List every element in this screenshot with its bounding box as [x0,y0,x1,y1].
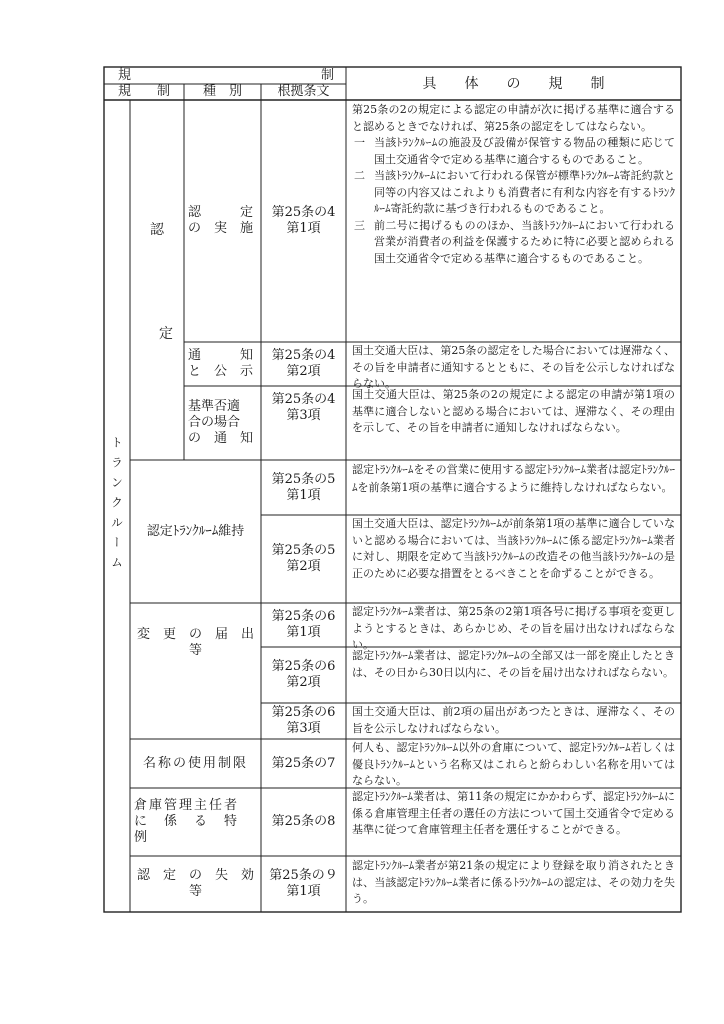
header-regulation-top [104,67,346,84]
article-25-4-2: 第25条の4 第2項 [271,348,336,379]
list-item: 二 当該ﾄﾗﾝｸﾙｰﾑにおいて行われる保管が標準ﾄﾗﾝｸﾙｰﾑ寄託約款と同等の内容又はこれよりも消費者に有利な内容を有するﾄﾗﾝｸﾙｰﾑ寄託約款に基づき行われるものであること。 [354,169,675,215]
details-25-4-2: 国土交通大臣は、第25条の認定をした場合においては遅滞なく、その旨を申請者に通知するとともに、その旨を公示しなければならない。 [352,344,675,390]
type-nintei-iji: 認定ﾄﾗﾝｸﾙｰﾑ維持 [146,523,245,539]
article-25-8: 第25条の8 [271,814,336,829]
details-25-8: 認定ﾄﾗﾝｸﾙｰﾑ業者は、第11条の規定にかかわらず、認定ﾄﾗﾝｸﾙｰﾑに係る倉庫管理主任者の選任の方法について国土交通省令で定める基準に従つて倉庫管理主任者を選任することができる。 [352,790,675,836]
details-25-9-1: 認定ﾄﾗﾝｸﾙｰﾑ業者が第21条の規定により登録を取り消されたときは、当該認定ﾄﾗﾝｸﾙｰﾑ業者に係るﾄﾗﾝｸﾙｰﾑの認定は、その効力を失う。 [352,859,675,905]
details-25-4-1: 第25条の2の規定による認定の申請が次に掲げる基準に適合すると認めるときでなければ、第25条の認定をしてはならない。 一 当該ﾄﾗﾝｸﾙｰﾑの施設及び設備が保管する物品の種類に応じて国土交通省令で定める基準に適合するものであること。 二 当該ﾄﾗﾝｸﾙｰﾑにおいて行われる保管が標準ﾄﾗﾝｸﾙｰﾑ寄託約款と同等の内容又はこれよりも消費者に有利な内容を有するﾄﾗﾝｸﾙｰﾑ寄託約款に基づき行われるものであること。 三 前二号に掲げるもののほか、当該ﾄﾗﾝｸﾙｰﾑにおいて行われる営業が消費者の利益を保護するために特に必要と認められる国土交通省令で定める基準に適合するものであること。 [346,102,681,267]
nintei-label-2: 定 [159,326,173,342]
nintei-label-1: 認 [150,222,164,238]
header-type: 種 別 [202,84,242,99]
details-25-6-2: 認定ﾄﾗﾝｸﾙｰﾑ業者は、認定ﾄﾗﾝｸﾙｰﾑの全部又は一部を廃止したときは、その日から30日以内に、その旨を届け出なければならない。 [352,649,675,679]
list-item: 三 前二号に掲げるもののほか、当該ﾄﾗﾝｸﾙｰﾑにおいて行われる営業が消費者の利益を保護するために特に必要と認められる国土交通省令で定める基準に適合するものであること。 [354,218,675,265]
article-25-6-1: 第25条の6 第1項 [271,609,336,640]
header-regulation-top-right: 制 [320,67,334,83]
article-25-6-2: 第25条の6 第2項 [271,659,336,690]
type-nintei-shikko: 認 定 の 失 効 等 [136,868,268,899]
type-nintei-jisshi: 認 定 の 実 施 [188,205,254,236]
details-25-6-1: 認定ﾄﾗﾝｸﾙｰﾑ業者は、第25条の2第1項各号に掲げる事項を変更しようとするときは、あらかじめ、その旨を届け出なければならない。 [352,605,675,651]
article-25-4-1: 第25条の4 第1項 [271,205,336,236]
article-25-9-1: 第25条の９ 第1項 [269,868,338,899]
type-tsuchi-koji: 通 知 と 公 示 [188,348,254,379]
article-25-5-1: 第25条の5 第1項 [271,471,336,503]
header-regulation-top-left: 規 [118,67,132,83]
details-25-5-1: 認定ﾄﾗﾝｸﾙｰﾑをその営業に使用する認定ﾄﾗﾝｸﾙｰﾑ業者は認定ﾄﾗﾝｸﾙｰﾑを前条第1項の基準に適合するように維持しなければならない。 [352,463,675,494]
type-soko-kanri-tokurei: 倉庫管理主任者 に 係 る 特 例 [134,798,255,845]
details-25-7: 何人も、認定ﾄﾗﾝｸﾙｰﾑ以外の倉庫について、認定ﾄﾗﾝｸﾙｰﾑ若しくは優良ﾄﾗﾝｸﾙｰﾑという名称又はこれらと紛らわしい名称を用いてはならない。 [352,741,675,787]
list-item: 一 当該ﾄﾗﾝｸﾙｰﾑの施設及び設備が保管する物品の種類に応じて国土交通省令で定める基準に適合するものであること。 [354,136,675,166]
category-trunk-room: トランクルーム [109,436,124,576]
article-25-4-3: 第25条の4 第3項 [271,392,336,423]
article-25-5-2: 第25条の5 第2項 [271,543,336,574]
details-25-6-3: 国土交通大臣は、前2項の届出があつたときは、遅滞なく、その旨を公示しなければならない。 [352,705,675,735]
type-henko-todokede: 変 更 の 届 出 等 [136,627,268,658]
article-25-6-3: 第25条の6 第3項 [271,705,336,736]
article-25-7: 第25条の7 [271,755,336,771]
details-25-5-2: 国土交通大臣は、認定ﾄﾗﾝｸﾙｰﾑが前条第1項の基準に適合していないと認める場合においては、当該ﾄﾗﾝｸﾙｰﾑに係る認定ﾄﾗﾝｸﾙｰﾑ業者に対し、期限を定めて当該ﾄﾗﾝｸﾙｰﾑの改造その他当該ﾄﾗﾝｸﾙｰﾑの是正のために必要な措置をとるべきことを命ずることができる。 [352,517,675,580]
header-basis: 根拠条文 [277,84,330,99]
type-kijun-hitekigo: 基準否適 合の場合 の 通 知 [188,399,254,446]
details-25-4-3: 国土交通大臣は、第25条の2の規定による認定の申請が第1項の基準に適合しないと認める場合においては、遅滞なく、その理由を示して、その旨を申請者に通知しなければならない。 [352,388,675,434]
header-details: 具 体 の 規 制 [422,75,605,92]
type-meisho-shiyo-seigen: 名称の使用制限 [142,755,248,771]
header-regulation: 規 制 [117,84,170,99]
